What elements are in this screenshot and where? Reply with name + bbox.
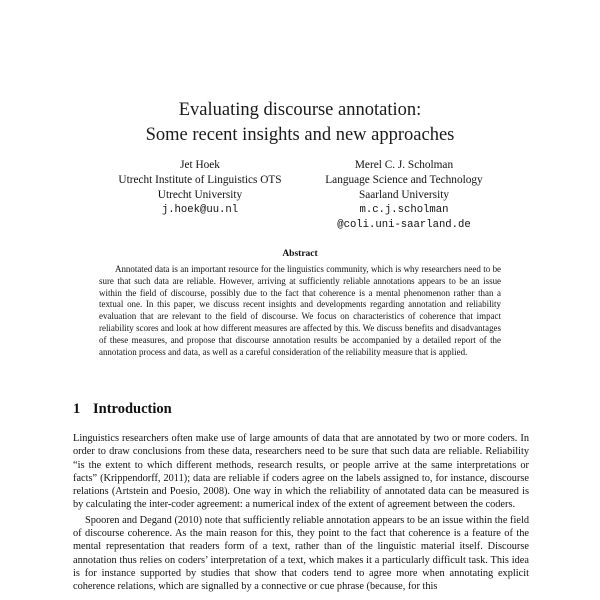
section-body	[73, 432, 529, 594]
paper-title-line-1: Evaluating discourse annotation:	[178, 100, 422, 120]
section-heading	[73, 400, 172, 418]
paragraph: Linguistics researchers often make use of large amounts of data that are annotated by two or more coders. In order to draw conclusions from these data, researchers need to be sure that such data are reliable. Reliability “is the extent to which different methods, research results, or people arrive at the same interpretations or facts” (Krippendorff, 2011); data are reliable if coders agree on the labels assigned to, for instance, discourse relations (Artstein and Poesio, 2008). One way in which the reliability of annotated data can be measured is by calculating the inter-coder agreement: a numerical index of the extent of agreement between the coders.	[73, 433, 529, 511]
abstract-text: Annotated data is an important resource for the linguistics community, which is why researchers need to be sure that such data are reliable. However, arriving at sufficiently reliable annotations appears to be an issue within the field of discourse, possibly due to the fact that coherence is a mental phenomenon rather than a textual one. In this paper, we discuss recent insights and developments regarding annotation and reliability evaluation that are relevant to the field of discourse. We focus on characteristics of coherence that impact reliability scores and look at how different measures are affected by this. We discuss benefits and disadvantages of these measures, and propose that discourse annotation results be accompanied by a detailed report of the annotation process and data, as well as a careful consideration of the reliability measure that is applied.	[99, 264, 501, 357]
author-name: Merel C. J. Scholman	[354, 159, 454, 171]
author-block-2	[300, 158, 508, 233]
paper-title	[0, 98, 600, 148]
author-email: m.c.j.scholman	[359, 204, 449, 216]
paragraph: Spooren and Degand (2010) note that sufficiently reliable annotation appears to be an issue within the field of discourse coherence. As the main reason for this, they point to the fact that coherence is a feature of the mental representation that readers form of a text, rather than of the linguistic material itself. Discourse annotation thus relies on coders’ interpretation of a text, which makes it a particularly difficult task. This idea is for instance supported by studies that show that coders tend to agree more when annotating explicit coherence relations, which are signalled by a connective or cue phrase (because, for this	[73, 514, 529, 593]
author-block-1	[100, 158, 300, 218]
author-email: j.hoek@uu.nl	[161, 204, 239, 216]
author-affiliation: Language Science and Technology	[325, 174, 483, 186]
section-number: 1	[73, 401, 81, 417]
author-affiliation: Utrecht Institute of Linguistics OTS	[118, 174, 282, 186]
abstract-heading: Abstract	[282, 249, 318, 259]
author-email-domain: @coli.uni-saarland.de	[337, 219, 471, 231]
section-title: Introduction	[93, 401, 172, 417]
author-affiliation: Saarland University	[358, 189, 450, 201]
author-affiliation: Utrecht University	[157, 189, 243, 201]
author-name: Jet Hoek	[180, 159, 220, 171]
paper-title-line-2: Some recent insights and new approaches	[145, 125, 455, 145]
